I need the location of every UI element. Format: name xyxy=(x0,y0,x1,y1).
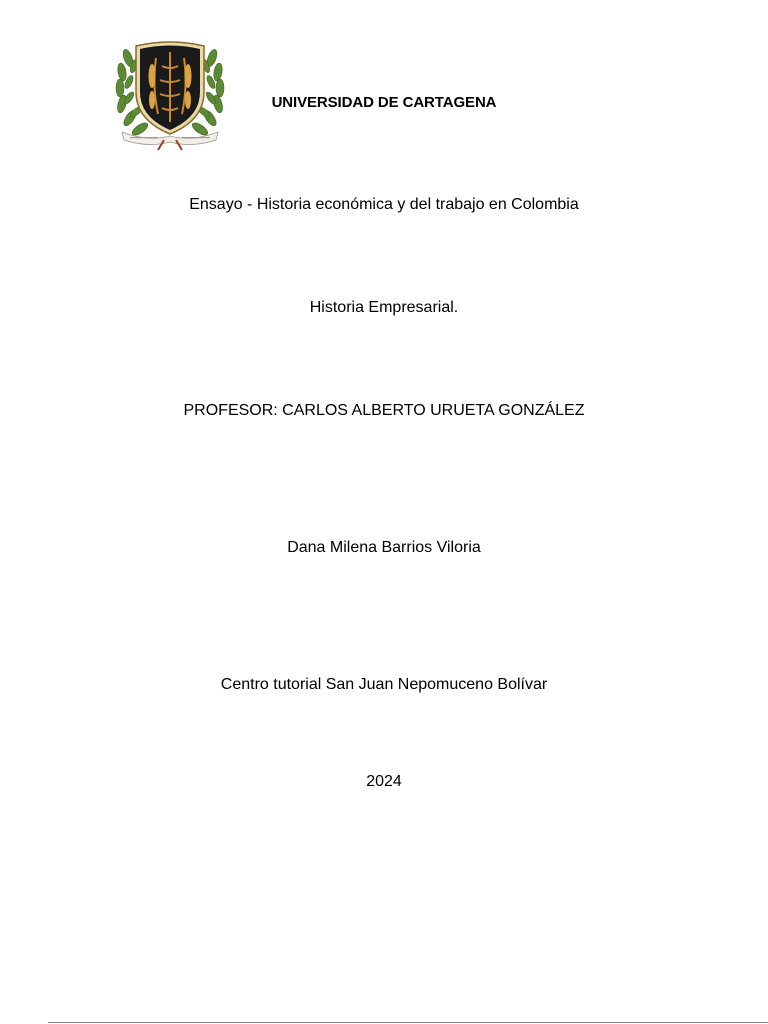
essay-title: Ensayo - Historia económica y del trabajo en Colombia xyxy=(189,196,579,213)
document-year: 2024 xyxy=(366,773,402,790)
author-name: Dana Milena Barrios Viloria xyxy=(287,539,481,556)
page-divider xyxy=(48,1022,768,1023)
course-name: Historia Empresarial. xyxy=(309,299,459,316)
professor-name: PROFESOR: CARLOS ALBERTO URUETA GONZÁLEZ xyxy=(183,402,585,419)
tutorial-center: Centro tutorial San Juan Nepomuceno Bolívar xyxy=(220,676,548,693)
university-name: UNIVERSIDAD DE CARTAGENA xyxy=(271,94,497,111)
